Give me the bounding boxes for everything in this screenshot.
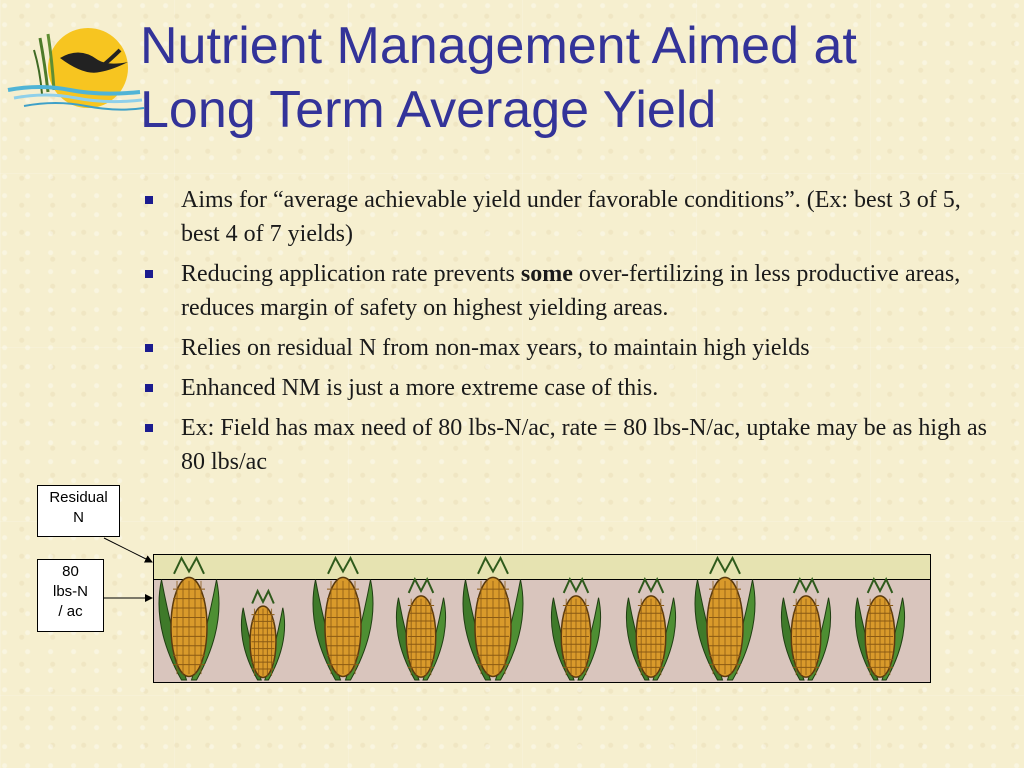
bullet-text-3: Relies on residual N from non-max years, to maintain high yields [181,335,810,361]
bullet-text-1: Aims for “average achievable yield under favorable conditions”. (Ex: best 3 of 5, best 4 of 7 yields) [181,187,961,247]
bullet-square-icon [145,424,153,432]
nitrogen-rate-label [37,559,104,632]
slide-title [140,14,1000,142]
bullet-square-icon [145,270,153,278]
bullet-item-3 [145,331,995,365]
field-diagram [153,554,931,683]
bullet-item-1 [145,183,995,251]
bullet-text-2-start: Reducing application rate prevents [181,261,521,287]
residual-n-layer [154,555,931,580]
residual-arrow [104,538,152,562]
logo-sun-bird-icon [0,10,145,120]
nitrogen-label-line-2: lbs-N [52,583,88,600]
bullet-square-icon [145,384,153,392]
bullet-text-2-bold: some [520,261,573,287]
nitrogen-label-line-1: 80 [62,563,79,580]
bullet-text-2-end: over-fertilizing in less productive areas, reduces margin of safety on highest yielding areas. [181,261,961,321]
residual-label-line-1: Residual [49,489,108,506]
bullet-item-5 [145,411,995,479]
nitrogen-label-line-3: / ac [58,603,83,620]
title-line-2: Long Term Average Yield [140,81,717,139]
logo [0,10,145,120]
title-line-1: Nutrient Management Aimed at [140,17,857,75]
bullet-item-4 [145,371,995,405]
bullet-item-2 [145,257,995,325]
bullet-list [145,183,995,485]
bullet-text-5: Ex: Field has max need of 80 lbs-N/ac, rate = 80 lbs-N/ac, uptake may be as high as 80 lbs/ac [181,415,987,475]
bullet-square-icon [145,196,153,204]
residual-n-label [37,485,120,537]
bullet-square-icon [145,344,153,352]
residual-label-line-2: N [73,509,84,526]
bullet-text-4: Enhanced NM is just a more extreme case of this. [181,375,659,401]
